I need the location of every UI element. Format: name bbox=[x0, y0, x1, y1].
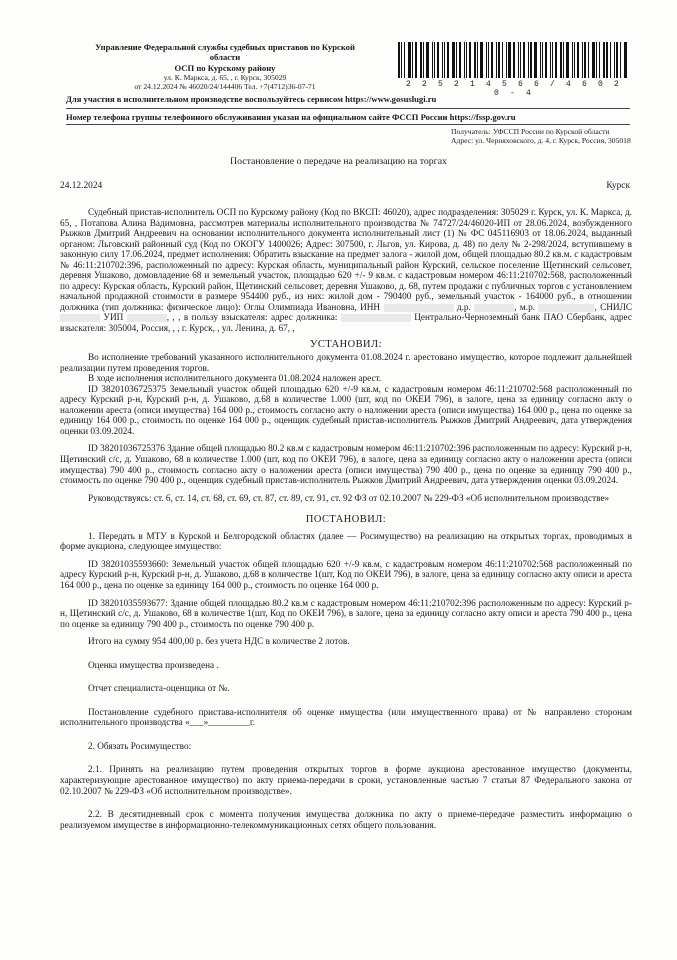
decision-item-1: 1. Передать в МТУ в Курской и Белгородской областях (далее — Росимущество) на реализацию на открытых торгах, проводимых в форме аукциона, следующее имущество: bbox=[60, 531, 632, 553]
document-city: Курск bbox=[606, 181, 630, 191]
estimation-decree: Постановление судебного пристава-исполнителя об оценке имущества (или имущественного права) от № направлено сторонам исполнительного производства «___»_________г. bbox=[60, 707, 632, 729]
department-address: ул. К. Маркса, д. 65, , г. Курск, 305029 bbox=[163, 73, 287, 83]
org-name-line2: области bbox=[209, 52, 241, 63]
barcode bbox=[398, 42, 630, 78]
document-title: Постановление о передаче на реализацию на торгах bbox=[230, 156, 447, 167]
document-body bbox=[60, 208, 632, 831]
section-heading-ustanovil: УСТАНОВИЛ: bbox=[310, 338, 382, 350]
redacted-field bbox=[341, 314, 411, 322]
decision-item-2-2: 2.2. В десятидневный срок с момента получения имущества должника по акту о приеме-передаче разместить информацию о реализуемом имуществе в информационно-телекоммуникационных сетях общего пользования. bbox=[60, 810, 632, 831]
section-heading-postanovil: ПОСТАНОВИЛ: bbox=[305, 514, 387, 526]
property-item: ID 38201036725375 Земельный участок общей площадью 620 +/-9 кв.м, с кадастровым номером 46:11:210702:568 расположенный по адресу Курский р-н, Курский р-н, д. Ушаково, д.68 в количестве 1.000 (шт, код по ОКЕИ 796), в залоге, цена за единицу согласно акту о наложении ареста (описи имущества) 164 000 р., стоимость согласно акту о наложении ареста (описи имущества) 164 000 р., цена по оценке за единицу 164 000 р., стоимость по оценке 164 000 р., оценщик судебный пристав-исполнитель Рыжков Дмитрий Андреевич, дата утверждения оценки 03.09.2024. bbox=[60, 384, 632, 437]
lot-item: ID 38201035593677: Здание общей площадью 80.2 кв.м с кадастровым номером 46:11:210702:396 расположенным по адресу: Курский р-н, Щетинский с/с, д. Ушаково, 68 в количестве 1(шт, Код по ОКЕИ 796), в залоге, цена за единицу согласно акту описи и ареста 790 400 р., цена по оценке за единицу 790 400 р., стоимость по оценке 790 400 р. bbox=[60, 598, 632, 630]
department-name: ОСП по Курскому району bbox=[174, 62, 276, 73]
divider bbox=[66, 108, 630, 109]
barcode-number: 2 2 5 2 1 4 5 6 6 / 4 6 0 2 0 - 4 bbox=[405, 80, 623, 98]
lot-item: ID 38201035593660: Земельный участок общей площадью 620 +/-9 кв.м, с кадастровым номером 46:11:210702:568 расположенный по адресу Курский р-н, Курский р-н, д. Ушаково, д.68 в количестве 1(шт, Код по ОКЕИ 796), в залоге, цена за единицу согласно акту описи и ареста 164 000 р., цена по оценке за единицу 164 000 р., стоимость по оценке 164 000 р. bbox=[60, 559, 632, 591]
redacted-field bbox=[384, 304, 454, 312]
intro-paragraph: Судебный пристав-исполнитель ОСП по Курскому району (Код по ВКСП: 46020), адрес подразделения: 305029 г. Курск, ул. К. Маркса, д. 65, , Потапова Алина Вадимовна, рассмотрев материалы исполнительного производства № 74727/24/46020-ИП от 28.06.2024, возбужденного Рыжков Дмитрий Андреевич на основании исполнительного документа исполнительный лист (1) № ФС 045116903 от 18.06.2024, выданный органом: Льговский районный суд (Код по ОКОГУ 1400026; Адрес: 307500, г. Льгов, ул. Кирова, д. 48) по делу № 2-298/2024, вступившему в законную силу 17.06.2024, предмет исполнения: Обратить взыскание на предмет залога - жилой дом, общей площадью 80.2 кв.м. с кадастровым № 46:11:210702:396, расположенный по адресу: Курская область, муниципальный район Курский, сельское поселение Щетинский сельсовет, деревня Ушаково, домовладение 68 и земельный участок, площадью 620 +/- 9 кв.м. с кадастровым номером 46:11:210702:568, расположенный по адресу: Курская область, Курский район, Щетинский сельсовет, деревня Ушаково, д. 68, путем продажи с публичных торгов с установлением начальной продажной стоимости в размере 954400 руб., из них: жилой дом - 790400 руб., земельный участок - 164000 руб., в отношении должника (тип должника: физическое лицо): Оглы Олимпиада Ивановна, ИНН д.р. , м.р. , СНИЛС УИП , , , в пользу взыскателя: адрес должника: Центрально-Черноземный банк ПАО Сбербанк, адрес взыскателя: 305004, Россия, , , г. Курск, , ул. Ленина, д. 67, , bbox=[60, 208, 633, 335]
phone-notice: Номер телефона группы телефонного обслуживания указан на официальном сайте ФССП России https://fssp.gov.ru bbox=[66, 112, 516, 122]
org-name-line1: Управление Федеральной службы судебных приставов по Курской bbox=[95, 42, 355, 52]
estimation-note: Оценка имущества произведена . bbox=[88, 660, 219, 671]
decision-item-2: 2. Обязать Росимущество: bbox=[88, 741, 192, 752]
decision-item-2-1: 2.1. Принять на реализацию путем проведения открытых торгов в форме аукциона арестованное имущество (документы, характеризующие арестованное имущество) по акту приема-передачи в сроки, установленные частью 7 статьи 87 Федерального закона от 02.10.2007 № 229-ФЗ «Об исполнительном производстве». bbox=[60, 765, 632, 797]
arrest-paragraph: Во исполнение требований указанного исполнительного документа 01.08.2024 г. арестовано имущество, которое подлежит дальнейшей реализации путем проведения торгов. bbox=[60, 353, 632, 374]
arrest-note: В ходе исполнения исполнительного документа 01.08.2024 наложен арест. bbox=[88, 374, 382, 385]
property-item: ID 38201036725376 Здание общей площадью 80.2 кв.м с кадастровым номером 46:11:210702:396 расположенным по адресу: Курский р-н, Щетинский с/с, д. Ушаково, 68 в количестве 1.000 (шт, код по ОКЕИ 796), в залоге, цена за единицу согласно акту о наложении ареста (описи имущества) 790 400 р., стоимость согласно акту о наложении ареста (описи имущества) 790 400 р., цена по оценке за единицу 790 400 р., стоимость по оценке 790 400 р., оценщик судебный пристав-исполнитель Рыжков Дмитрий Андреевич, дата утверждения оценки 03.09.2024. bbox=[60, 444, 632, 487]
recipient-name: Получатель: УФССП России по Курской области bbox=[451, 127, 610, 136]
appraiser-report: Отчет специалиста-оценщика от №. bbox=[88, 684, 230, 695]
document-reference: от 24.12.2024 № 46020/24/144406 Тел. +7(4712)36-07-71 bbox=[134, 82, 316, 92]
redacted-field bbox=[474, 304, 514, 312]
gosuslugi-notice: Для участия в исполнительном производстве воспользуйтесь сервисом https://www.gosuslugi.ru bbox=[66, 94, 437, 104]
redacted-field bbox=[60, 314, 100, 322]
document-date: 24.12.2024 bbox=[60, 181, 103, 191]
lots-total: Итого на сумму 954 400,00 р. без учета НДС в количестве 2 лотов. bbox=[88, 637, 350, 648]
redacted-field bbox=[538, 304, 594, 312]
redacted-field bbox=[127, 314, 167, 322]
divider bbox=[66, 124, 630, 125]
legal-basis: Руководствуясь: ст. 6, ст. 14, ст. 68, ст. 69, ст. 87, ст. 89, ст. 91, ст. 92 ФЗ от 02.10.2007 № 229-ФЗ «Об исполнительном производстве» bbox=[88, 493, 610, 504]
recipient-block bbox=[451, 127, 631, 146]
issuer-header bbox=[60, 42, 390, 91]
recipient-address: Адрес: ул. Черняховского, д. 4, г. Курск, Россия, 305018 bbox=[451, 136, 631, 146]
